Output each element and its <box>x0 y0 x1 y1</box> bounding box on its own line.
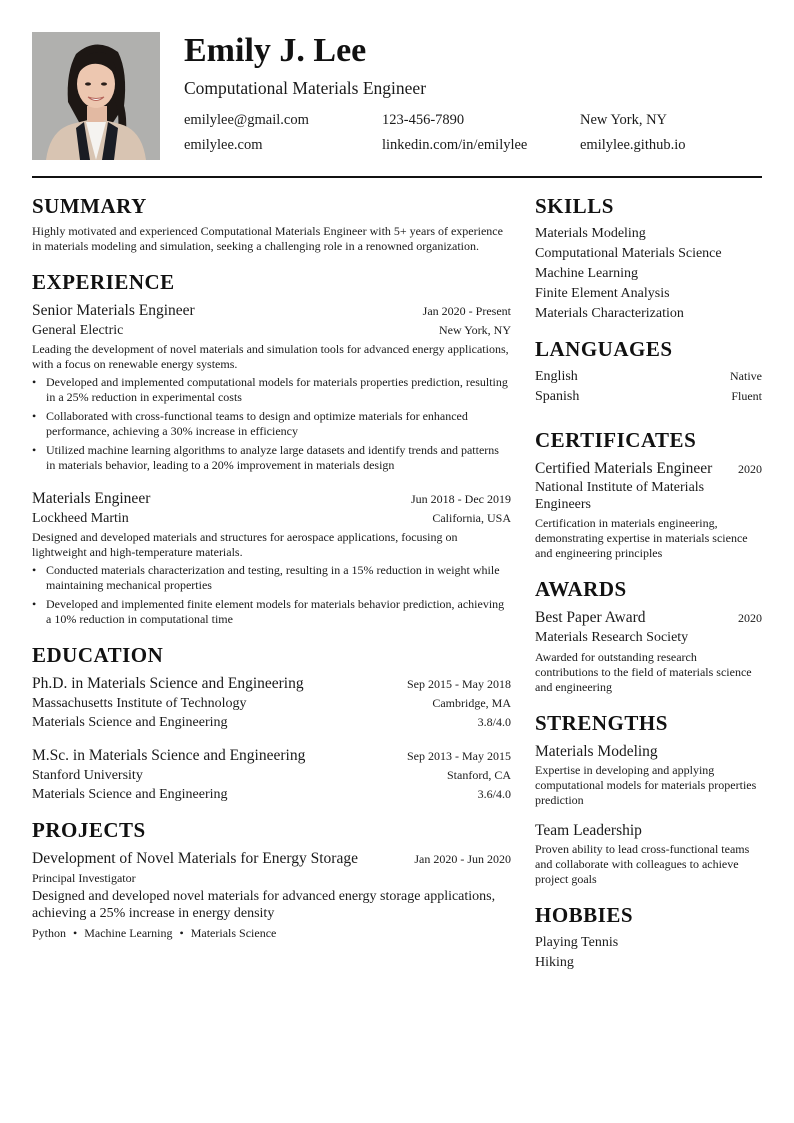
certificate-name: Certified Materials Engineer <box>535 460 713 477</box>
school-location: Stanford, CA <box>447 768 511 782</box>
bullet-item: • Utilized machine learning algorithms to analyze large datasets and identify trends and patterns in materials behavior, leading to a 20% improvement in materials design <box>32 443 511 473</box>
contact-info <box>184 110 762 155</box>
project-item <box>32 848 511 941</box>
strength-name: Team Leadership <box>535 822 642 839</box>
project-tags <box>32 926 511 941</box>
job-bullets <box>32 375 511 473</box>
skills-section <box>535 193 762 324</box>
education-item <box>32 673 511 732</box>
language-name: Spanish <box>535 389 580 404</box>
job-location: California, USA <box>432 511 511 525</box>
language-name: English <box>535 369 578 384</box>
job-dates: Jan 2020 - Present <box>422 304 511 318</box>
bullet-item: • Conducted materials characterization and testing, resulting in a 15% reduction in weight while maintaining mechanical properties <box>32 563 511 593</box>
section-heading: HOBBIES <box>535 903 634 927</box>
language-level: Native <box>730 369 762 383</box>
skill-item: Materials Modeling <box>535 226 646 241</box>
education-dates: Sep 2015 - May 2018 <box>407 677 511 691</box>
hobby-item: Hiking <box>535 955 574 970</box>
languages-section <box>535 336 762 407</box>
job-bullets <box>32 563 511 627</box>
project-tag: Python <box>32 926 67 940</box>
project-description: Designed and developed novel materials for advanced energy storage applications, achieving a 25% increase in energy density <box>32 889 496 921</box>
right-column <box>535 193 762 988</box>
website-link[interactable]: emilylee.com <box>184 137 263 153</box>
job-description: Designed and developed materials and structures for aerospace applications, focusing on lightweight and high-temperature materials. <box>32 530 458 559</box>
certificate-issuer: National Institute of Materials Engineers <box>535 480 705 512</box>
projects-section <box>32 817 511 941</box>
job-role: Senior Materials Engineer <box>32 302 195 319</box>
degree-name: Ph.D. in Materials Science and Engineering <box>32 675 304 692</box>
section-heading: SUMMARY <box>32 194 147 218</box>
bullet-item: • Developed and implemented finite element models for materials behavior prediction, achieving a 10% reduction in computational time <box>32 597 511 627</box>
phone-number[interactable]: 123-456-7890 <box>382 112 465 128</box>
tag-separator: • <box>179 926 184 940</box>
gpa: 3.6/4.0 <box>477 787 511 801</box>
job-company: Lockheed Martin <box>32 511 129 526</box>
section-heading: CERTIFICATES <box>535 428 697 452</box>
section-heading: SKILLS <box>535 194 614 218</box>
award-issuer: Materials Research Society <box>535 630 689 645</box>
section-heading: STRENGTHS <box>535 711 668 735</box>
bullet-item: • Developed and implemented computational models for materials properties prediction, resulting in a 25% reduction in experimental costs <box>32 375 511 405</box>
project-dates: Jan 2020 - Jun 2020 <box>414 852 511 866</box>
left-column <box>32 193 511 956</box>
field-of-study: Materials Science and Engineering <box>32 715 228 730</box>
linkedin-link[interactable]: linkedin.com/in/emilylee <box>382 137 528 153</box>
certificate-description: Certification in materials engineering, demonstrating expertise in materials science and engineering principles <box>535 516 748 560</box>
strength-description: Expertise in developing and applying computational models for materials properties prediction <box>535 763 757 807</box>
job-role: Materials Engineer <box>32 490 151 507</box>
certificate-year: 2020 <box>738 462 762 476</box>
project-name: Development of Novel Materials for Energy Storage <box>32 850 358 867</box>
email-link[interactable]: emilylee@gmail.com <box>184 112 309 128</box>
job-location: New York, NY <box>438 323 511 337</box>
language-level: Fluent <box>731 389 762 403</box>
experience-section <box>32 269 511 627</box>
award-description: Awarded for outstanding research contributions to the field of materials science and engineering <box>535 650 752 694</box>
section-heading: LANGUAGES <box>535 337 673 361</box>
tag-separator: • <box>73 926 78 940</box>
education-item <box>32 745 511 804</box>
section-heading: EXPERIENCE <box>32 270 175 294</box>
experience-item <box>32 488 511 627</box>
project-role: Principal Investigator <box>32 871 136 885</box>
skill-item: Finite Element Analysis <box>535 286 670 301</box>
education-section <box>32 642 511 804</box>
award-year: 2020 <box>738 611 762 625</box>
gpa: 3.8/4.0 <box>477 715 511 729</box>
job-company: General Electric <box>32 323 124 338</box>
education-dates: Sep 2013 - May 2015 <box>407 749 511 763</box>
location-text: New York, NY <box>580 112 668 128</box>
experience-item <box>32 300 511 473</box>
resume-header <box>32 32 762 162</box>
school-name: Massachusetts Institute of Technology <box>32 696 247 711</box>
skill-item: Machine Learning <box>535 266 639 281</box>
degree-name: M.Sc. in Materials Science and Engineering <box>32 747 306 764</box>
section-heading: EDUCATION <box>32 643 164 667</box>
awards-section <box>535 576 762 695</box>
job-dates: Jun 2018 - Dec 2019 <box>411 492 511 506</box>
section-heading: AWARDS <box>535 577 627 601</box>
skill-item: Computational Materials Science <box>535 246 722 261</box>
hobbies-section <box>535 902 762 973</box>
bullet-item: • Collaborated with cross-functional teams to design and optimize materials for enhanced performance, achieving a 30% increase in efficiency <box>32 409 511 439</box>
summary-section <box>32 193 511 254</box>
github-link[interactable]: emilylee.github.io <box>580 137 686 153</box>
job-description: Leading the development of novel materials and simulation tools for advanced energy applications, with a focus on renewable energy systems. <box>32 342 509 371</box>
section-heading: PROJECTS <box>32 818 146 842</box>
certificates-section <box>535 427 762 561</box>
strength-name: Materials Modeling <box>535 743 658 760</box>
profile-photo <box>32 32 160 160</box>
award-name: Best Paper Award <box>535 609 646 626</box>
candidate-name: Emily J. Lee <box>184 32 367 69</box>
strengths-section <box>535 710 762 887</box>
project-tag: Machine Learning <box>84 926 173 940</box>
header-divider <box>32 176 762 178</box>
field-of-study: Materials Science and Engineering <box>32 787 228 802</box>
school-name: Stanford University <box>32 768 143 783</box>
summary-text: Highly motivated and experienced Computational Materials Engineer with 5+ years of experience in materials modeling and simulation, seeking a challenging role in a renowned organization. <box>32 224 503 253</box>
hobby-item: Playing Tennis <box>535 935 619 950</box>
project-tag: Materials Science <box>190 926 277 940</box>
school-location: Cambridge, MA <box>432 696 511 710</box>
portrait-image <box>32 32 160 160</box>
candidate-title: Computational Materials Engineer <box>184 78 427 98</box>
skill-item: Materials Characterization <box>535 306 684 321</box>
strength-description: Proven ability to lead cross-functional teams and collaborate with colleagues to achieve project goals <box>535 842 750 886</box>
